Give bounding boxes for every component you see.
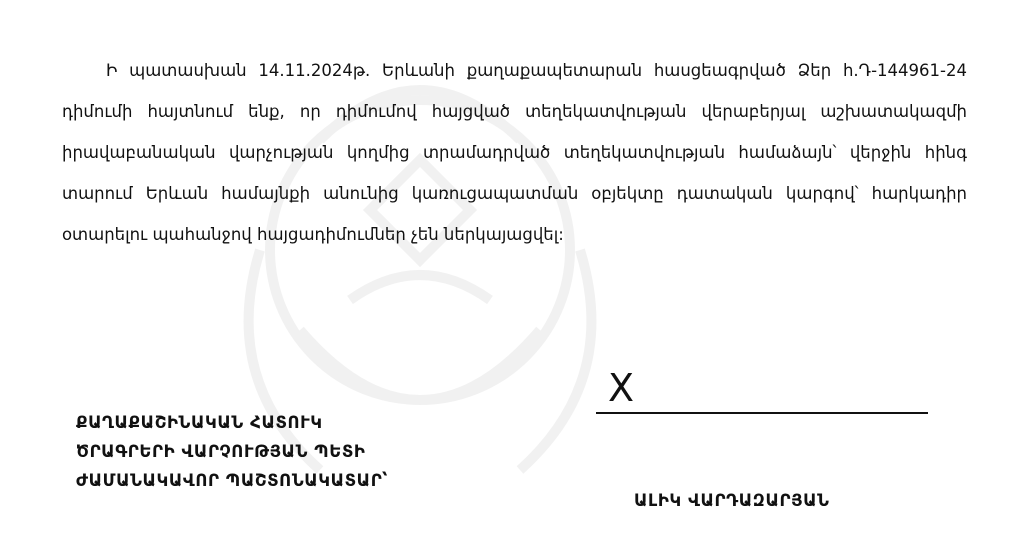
signature-line bbox=[596, 412, 928, 414]
signer-position-line: ԾՐԱԳՐԵՐԻ ՎԱՐՉՈՒԹՅԱՆ ՊԵՏԻ bbox=[76, 442, 366, 461]
signer-position-line: ԺԱՄԱՆԱԿԱՎՈՐ ՊԱՇՏՈՆԱԿԱՏԱՐ՝ bbox=[76, 471, 389, 490]
signer-position bbox=[76, 408, 496, 495]
letter-body bbox=[62, 50, 967, 255]
signature-mark: X bbox=[608, 366, 635, 410]
signer-position-line: ՔԱՂԱՔԱՇԻՆԱԿԱՆ ՀԱՏՈՒԿ bbox=[76, 413, 323, 432]
letter-paragraph: Ի պատասխան 14.11.2024թ. Երևանի քաղաքապետարան հասցեագրված Ձեր հ.Դ-144961-24 դիմումի հայտնում ենք, որ դիմումով հայցված տեղեկատվության վերաբերյալ աշխատակազմի իրավաբանական վարչության կողմից տրամադրված տեղեկատվության համաձայն՝ վերջին հինգ տարում Երևան համայնքի անունից կառուցապատման օբյեկտը դատական կարգով՝ հարկադիր օտարելու պահանջով հայցադիմումներ չեն ներկայացվել: bbox=[62, 61, 967, 244]
signer-name: ԱԼԻԿ ՎԱՐԴԱԶԱՐՅԱՆ bbox=[634, 491, 830, 510]
